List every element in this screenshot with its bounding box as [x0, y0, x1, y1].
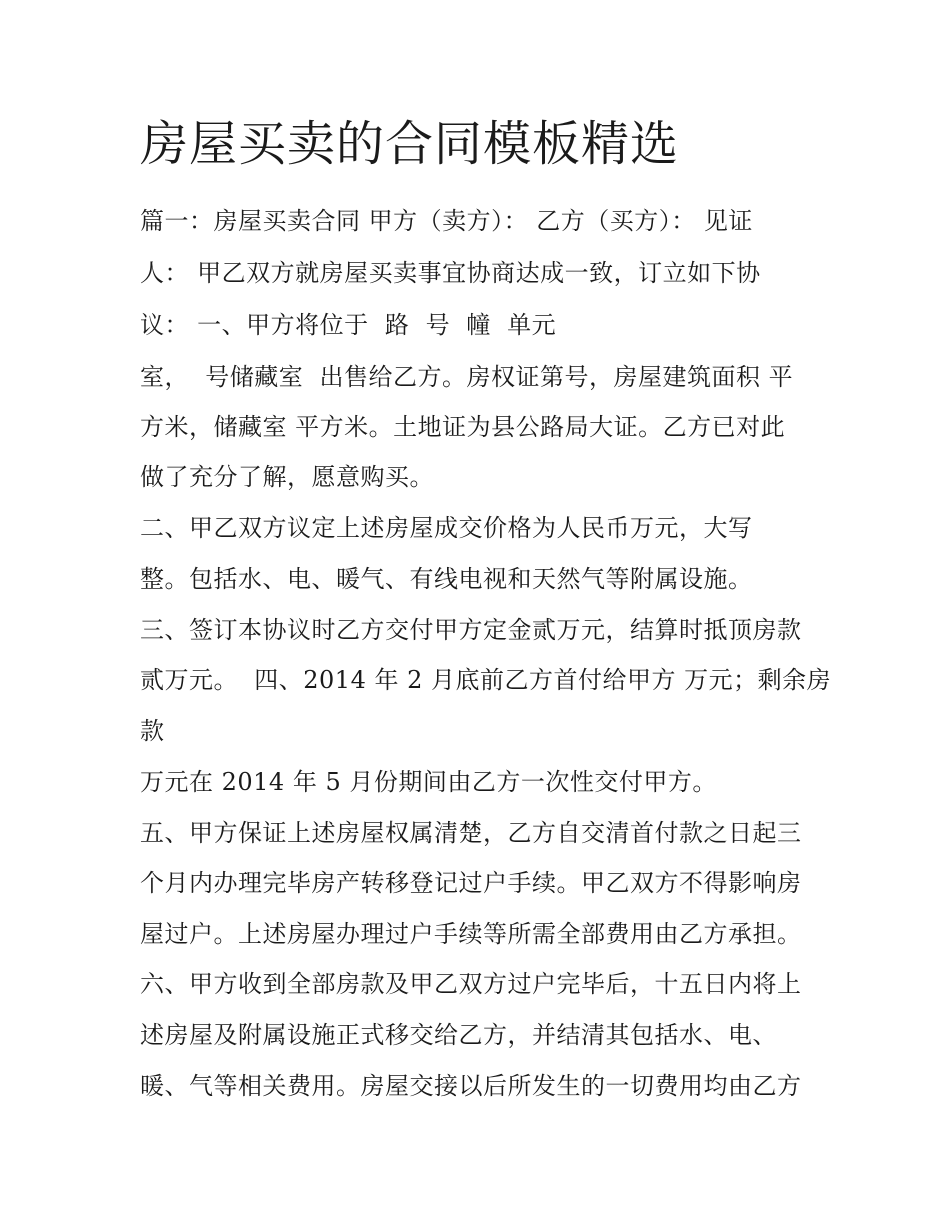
text-line: 议： 一、甲方将位于 路 号 幢 单元 — [140, 311, 557, 339]
text-line: 五、甲方保证上述房屋权属清楚，乙方自交清首付款之日起三 — [140, 819, 802, 847]
text-line: 人： 甲乙双方就房屋买卖事宜协商达成一致，订立如下协 — [140, 259, 761, 287]
text-line: 方米，储藏室 平方米。土地证为县公路局大证。乙方已对此 — [140, 413, 786, 441]
text-line: 二、甲乙双方议定上述房屋成交价格为人民币万元，大写 — [140, 514, 753, 542]
text-line: 篇一：房屋买卖合同 甲方（卖方）： 乙方（买方）： 见证 — [140, 207, 753, 235]
text-line: 述房屋及附属设施正式移交给乙方，并结清其包括水、电、 — [140, 1021, 777, 1049]
text-line: 室， 号储藏室 出售给乙方。房权证第号，房屋建筑面积 平 — [140, 363, 794, 391]
text-line: 个月内办理完毕房产转移登记过户手续。甲乙双方不得影响房 — [140, 869, 802, 897]
text-line: 贰万元。 四、2014 年 2 月底前乙方首付给甲方 万元；剩余房 — [140, 666, 832, 694]
text-line: 万元在 2014 年 5 月份期间由乙方一次性交付甲方。 — [140, 768, 717, 796]
text-line: 暖、气等相关费用。房屋交接以后所发生的一切费用均由乙方 — [140, 1072, 802, 1100]
text-line: 六、甲方收到全部房款及甲乙双方过户完毕后，十五日内将上 — [140, 970, 802, 998]
text-line: 做了充分了解，愿意购买。 — [140, 463, 434, 491]
text-line: 三、签订本协议时乙方交付甲方定金贰万元，结算时抵顶房款 — [140, 616, 802, 644]
text-line: 屋过户。上述房屋办理过户手续等所需全部费用由乙方承担。 — [140, 920, 802, 948]
text-line: 整。包括水、电、暖气、有线电视和天然气等附属设施。 — [140, 565, 753, 593]
text-line: 款 — [140, 717, 165, 745]
document-title: 房屋买卖的合同模板精选 — [140, 116, 680, 172]
